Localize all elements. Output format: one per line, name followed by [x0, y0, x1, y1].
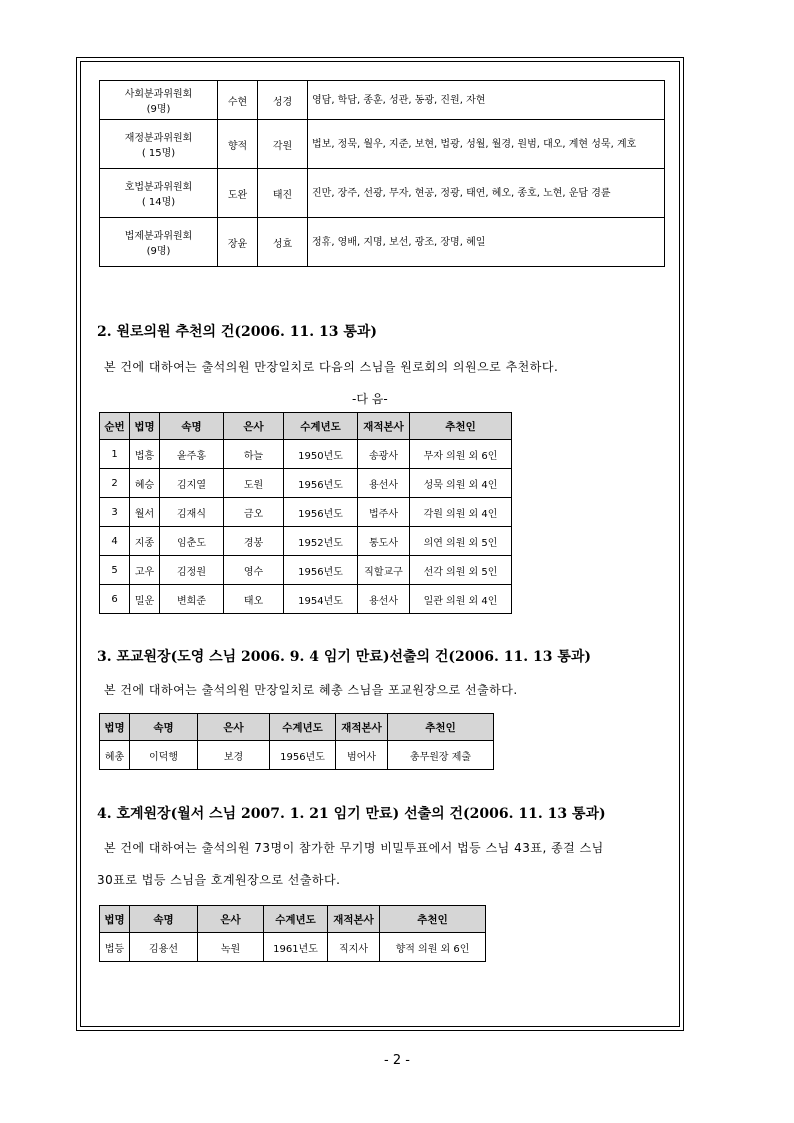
committee-members: 진만, 장주, 선광, 무자, 현공, 정광, 태연, 혜오, 종호, 노현, 운담 경륜 [308, 169, 665, 218]
cell: 법흥 [130, 440, 160, 469]
cell: 1956년도 [270, 741, 336, 770]
cell: 김재식 [160, 498, 224, 527]
committee-row [100, 218, 665, 267]
committee-vice: 태진 [258, 169, 308, 218]
cell: 송광사 [358, 440, 410, 469]
cell: 영수 [224, 556, 284, 585]
cell: 법주사 [358, 498, 410, 527]
col-header: 속명 [160, 413, 224, 440]
col-header: 수계년도 [270, 714, 336, 741]
col-header: 은사 [198, 906, 264, 933]
cell: 5 [100, 556, 130, 585]
cell: 범어사 [336, 741, 388, 770]
table-header-row [100, 413, 512, 440]
cell: 성묵 의원 외 4인 [410, 469, 512, 498]
col-header: 법명 [100, 906, 130, 933]
cell: 고우 [130, 556, 160, 585]
cell: 용선사 [358, 469, 410, 498]
cell: 녹원 [198, 933, 264, 962]
cell: 1950년도 [284, 440, 358, 469]
cell: 6 [100, 585, 130, 614]
cell: 1 [100, 440, 130, 469]
col-header: 법명 [130, 413, 160, 440]
cell: 총무원장 제출 [388, 741, 494, 770]
committee-members: 법보, 정묵, 월우, 지준, 보현, 법광, 성월, 월경, 원범, 대오, 계현 성묵, 계호 [308, 120, 665, 169]
cell: 보경 [198, 741, 270, 770]
cell: 1956년도 [284, 556, 358, 585]
col-header: 수계년도 [284, 413, 358, 440]
committee-chair: 수현 [218, 81, 258, 120]
col-header: 순번 [100, 413, 130, 440]
cell: 혜승 [130, 469, 160, 498]
cell: 각원 의원 외 4인 [410, 498, 512, 527]
table-row [100, 469, 512, 498]
col-header: 재적본사 [328, 906, 380, 933]
col-header: 재적본사 [336, 714, 388, 741]
cell: 금오 [224, 498, 284, 527]
cell: 1952년도 [284, 527, 358, 556]
cell: 법등 [100, 933, 130, 962]
col-header: 속명 [130, 906, 198, 933]
section4-body-line2: 30표로 법등 스님을 호계원장으로 선출하다. [97, 873, 341, 887]
col-header: 추천인 [388, 714, 494, 741]
committee-vice: 성경 [258, 81, 308, 120]
cell: 4 [100, 527, 130, 556]
committee-name: 재정분과위원회 ( 15명) [100, 120, 218, 169]
propagation-director-table [99, 713, 494, 770]
cell: 이덕행 [130, 741, 198, 770]
cell: 선각 의원 외 5인 [410, 556, 512, 585]
elder-recommend-table [99, 412, 512, 614]
section2-label: -다 음- [352, 392, 388, 406]
col-header: 재적본사 [358, 413, 410, 440]
section2-heading: 2. 원로의원 추천의 건(2006. 11. 13 통과) [97, 324, 378, 340]
committee-chair: 장윤 [218, 218, 258, 267]
cell: 김정원 [160, 556, 224, 585]
cell: 혜총 [100, 741, 130, 770]
table-header-row [100, 906, 486, 933]
committee-name: 호법분과위원회 ( 14명) [100, 169, 218, 218]
table-row [100, 440, 512, 469]
cell: 변희준 [160, 585, 224, 614]
page-number: - 2 - [384, 1053, 410, 1068]
section3-body: 본 건에 대하여는 출석의원 만장일치로 혜총 스님을 포교원장으로 선출하다. [104, 683, 518, 697]
cell: 김용선 [130, 933, 198, 962]
committee-row [100, 120, 665, 169]
cell: 1954년도 [284, 585, 358, 614]
cell: 김지열 [160, 469, 224, 498]
table-row [100, 556, 512, 585]
cell: 하늘 [224, 440, 284, 469]
table-header-row [100, 714, 494, 741]
cell: 태오 [224, 585, 284, 614]
cell: 1956년도 [284, 469, 358, 498]
table-row [100, 527, 512, 556]
col-header: 은사 [224, 413, 284, 440]
cell: 월서 [130, 498, 160, 527]
col-header: 수계년도 [264, 906, 328, 933]
cell: 경봉 [224, 527, 284, 556]
cell: 의연 의원 외 5인 [410, 527, 512, 556]
committee-members: 영담, 학담, 종훈, 성관, 동광, 진원, 자현 [308, 81, 665, 120]
committee-chair: 향적 [218, 120, 258, 169]
cell: 임춘도 [160, 527, 224, 556]
committee-chair: 도완 [218, 169, 258, 218]
cell: 향적 의원 외 6인 [380, 933, 486, 962]
col-header: 추천인 [410, 413, 512, 440]
section4-body-line1: 본 건에 대하여는 출석의원 73명이 참가한 무기명 비밀투표에서 법등 스님 43표, 종걸 스님 [104, 841, 604, 855]
cell: 2 [100, 469, 130, 498]
committee-name: 법제분과위원회 (9명) [100, 218, 218, 267]
committee-vice: 각원 [258, 120, 308, 169]
section4-heading: 4. 호계원장(월서 스님 2007. 1. 21 임기 만료) 선출의 건(2006. 11. 13 통과) [97, 806, 606, 822]
col-header: 법명 [100, 714, 130, 741]
cell: 3 [100, 498, 130, 527]
cell: 1956년도 [284, 498, 358, 527]
committee-row [100, 169, 665, 218]
table-row [100, 498, 512, 527]
committee-row [100, 81, 665, 120]
cell: 무자 의원 외 6인 [410, 440, 512, 469]
cell: 용선사 [358, 585, 410, 614]
section2-body: 본 건에 대하여는 출석의원 만장일치로 다음의 스님을 원로회의 의원으로 추천하다. [104, 360, 559, 374]
cell: 밀운 [130, 585, 160, 614]
cell: 지종 [130, 527, 160, 556]
cell: 통도사 [358, 527, 410, 556]
cell: 직지사 [328, 933, 380, 962]
committee-vice: 성효 [258, 218, 308, 267]
discipline-director-table [99, 905, 486, 962]
table-row [100, 741, 494, 770]
cell: 일관 의원 외 4인 [410, 585, 512, 614]
cell: 직할교구 [358, 556, 410, 585]
col-header: 추천인 [380, 906, 486, 933]
table-row [100, 585, 512, 614]
committee-members: 정휴, 영배, 지명, 보선, 광조, 장명, 혜일 [308, 218, 665, 267]
col-header: 은사 [198, 714, 270, 741]
committee-table [99, 80, 665, 267]
table-row [100, 933, 486, 962]
col-header: 속명 [130, 714, 198, 741]
cell: 윤주홍 [160, 440, 224, 469]
committee-name: 사회분과위원회 (9명) [100, 81, 218, 120]
cell: 1961년도 [264, 933, 328, 962]
cell: 도원 [224, 469, 284, 498]
section3-heading: 3. 포교원장(도영 스님 2006. 9. 4 임기 만료)선출의 건(2006. 11. 13 통과) [97, 649, 592, 665]
